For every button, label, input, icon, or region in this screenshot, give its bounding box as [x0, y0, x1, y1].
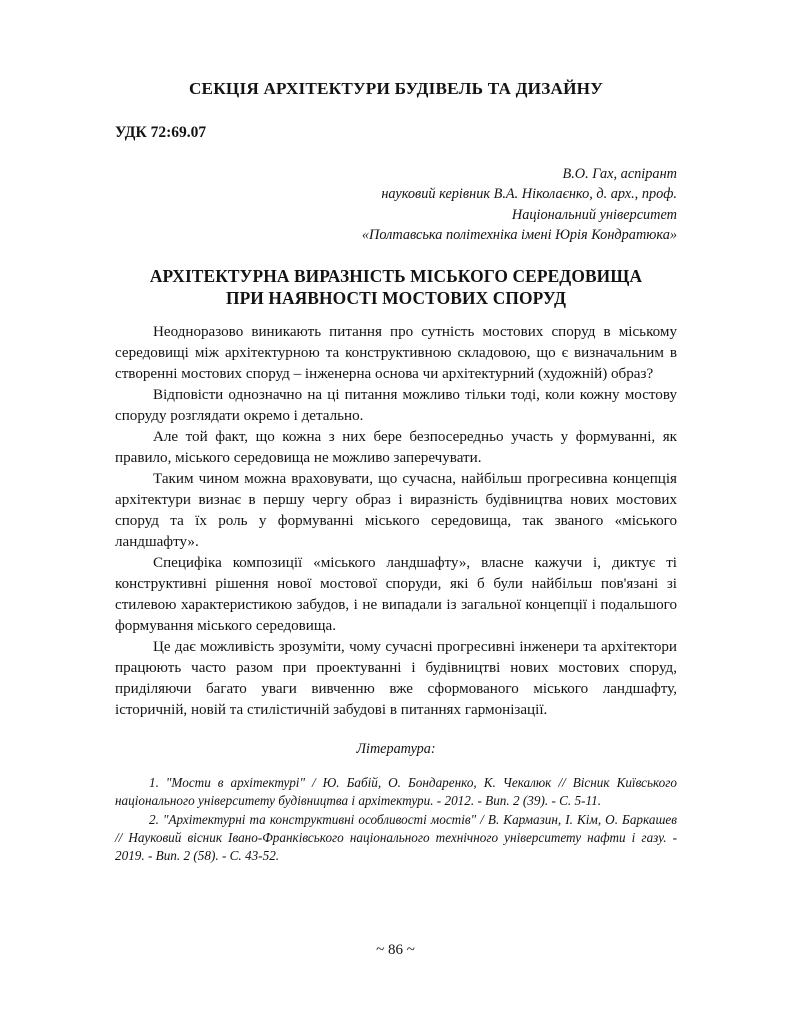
author-affiliation: Національний університет — [511, 206, 677, 223]
page-number: ~ 86 ~ — [376, 942, 415, 958]
author-name: В.О. Гах, аспірант — [562, 166, 677, 183]
author-block — [115, 142, 677, 245]
references-list — [115, 758, 677, 865]
body-paragraph: Це дає можливість зрозуміти, чому сучасні прогресивні інженери та архітектори працюють часто разом при проектуванні і будівництві нових мостових споруд, приділяючи багато уваги вивченню вже сформованого міського ландшафту, історичній, новій та стилістичній забудові в питаннях гармонізації. — [115, 638, 677, 718]
author-institution: «Полтавська політехніка імені Юрія Кондратюка» — [361, 226, 677, 243]
article-title — [115, 245, 677, 308]
body-paragraph: Відповісти однозначно на ці питання можливо тільки тоді, коли кожну мостову споруду розглядати окремо і детально. — [115, 386, 677, 424]
article-body — [115, 309, 677, 721]
reference-item: 1. "Мости в архітектурі" / Ю. Бабій, О. Бондаренко, К. Чекалюк // Вісник Київського національного університету будівництва і архітектури. - 2012. - Вип. 2 (39). - С. 5-11. — [115, 775, 677, 809]
reference-item: 2. "Архітектурні та конструктивні особливості мостів" / В. Кармазин, І. Кім, О. Баркашев // Науковий вісник Івано-Франківського національного технічного університету нафти і газу. - 2019. - Вип. 2 (58). - С. 43-52. — [115, 811, 677, 864]
section-heading: СЕКЦІЯ АРХІТЕКТУРИ БУДІВЕЛЬ ТА ДИЗАЙНУ — [188, 79, 604, 98]
udc-code: УДК 72:69.07 — [115, 123, 207, 141]
page-content — [115, 0, 677, 865]
body-paragraph: Неодноразово виникають питання про сутність мостових споруд в міському середовищі між архітектурною та конструктивною складовою, що є визначальним в створенні мостових споруд – інженерна основа чи архітектурний (художній) образ? — [115, 323, 677, 382]
body-paragraph: Але той факт, що кожна з них бере безпосередньо участь у формуванні, як правило, міського середовища не можливо заперечувати. — [115, 428, 677, 466]
references-heading: Література: — [356, 740, 436, 757]
body-paragraph: Таким чином можна враховувати, що сучасна, найбільш прогресивна концепція архітектури визнає в першу чергу образ і виразність будівництва нових мостових споруд та їх роль у формуванні міського середовища, так званого «міського ландшафту». — [115, 470, 677, 550]
article-title-line-2: ПРИ НАЯВНОСТІ МОСТОВИХ СПОРУД — [225, 287, 567, 308]
body-paragraph: Специфіка композиції «міського ландшафту», власне кажучи і, диктує ті конструктивні рішення нової мостової споруди, які б були найбільш пов'язані зі стилевою характеристикою забудов, і не випадали із загальної концепції і подальшого формування міського середовища. — [115, 554, 677, 634]
article-title-line-1: АРХІТЕКТУРНА ВИРАЗНІСТЬ МІСЬКОГО СЕРЕДОВИЩА — [149, 266, 643, 287]
author-supervisor: науковий керівник В.А. Ніколаєнко, д. арх., проф. — [381, 186, 677, 203]
